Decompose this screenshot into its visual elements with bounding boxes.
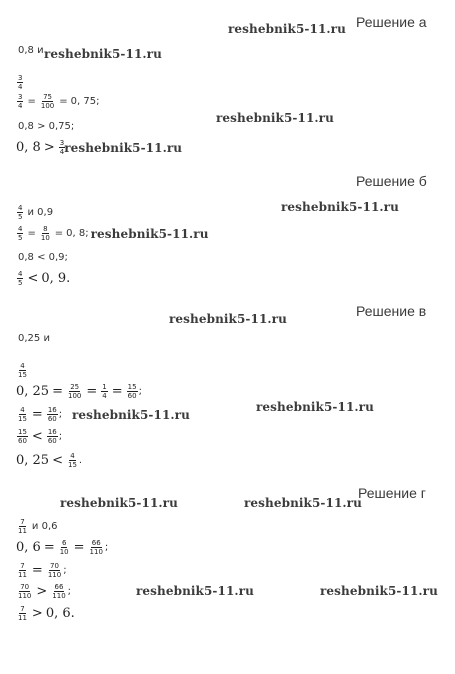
result-line: 0, 8 > $\frac{3}{4}$ reshebnik5-11.ru [16,139,183,156]
fraction: $\frac{3}{4}$ [18,74,23,91]
result-line: 0, 25 < $\frac{4}{15}$ . [16,452,83,469]
result-line: $\frac{4}{5}$ < 0, 9. [18,270,71,287]
result-line: $\frac{7}{11}$ > 0, 6. [18,605,75,622]
watermark: reshebnik5-11.ru [60,496,178,510]
comparison-line: 0,8 > 0,75; [18,121,75,132]
comparison-statement: $\frac{7}{11}$ и 0,6 [18,518,58,535]
conversion-line: $\frac{3}{4}$ = $\frac{75}{100}$ = 0, 75; [18,93,100,110]
watermark: reshebnik5-11.ru [281,200,399,214]
watermark: reshebnik5-11.ru [90,226,209,241]
section-heading-a: Решение а [356,14,427,30]
conversion-line: $\frac{4}{15}$ = $\frac{16}{60}$ ; [18,406,63,423]
comparison-line: $\frac{70}{110}$ > $\frac{66}{110}$ ; [18,583,72,600]
conversion-line: $\frac{4}{5}$ = $\frac{8}{10}$ = 0, 8; reshebnik5-11.ru [18,225,209,242]
comparison-statement: $\frac{4}{5}$ и 0,9 [18,204,54,221]
watermark: reshebnik5-11.ru [136,584,254,598]
comparison-line: 0,8 < 0,9; [18,252,68,263]
watermark: reshebnik5-11.ru [256,400,374,414]
section-heading-d: Решение г [358,485,426,501]
conversion-line: 0, 6 = $\frac{6}{10}$ = $\frac{66}{110}$ ; [16,539,109,556]
watermark: reshebnik5-11.ru [64,140,183,155]
comparison-line: $\frac{15}{60}$ < $\frac{16}{60}$ ; [18,428,63,445]
watermark: reshebnik5-11.ru [169,312,287,326]
watermark: reshebnik5-11.ru [244,496,362,510]
fraction: $\frac{4}{15}$ [18,362,27,379]
watermark: reshebnik5-11.ru [72,408,190,422]
comparison-statement: 0,25 и [18,333,50,344]
comparison-statement: 0,8 и [18,45,44,56]
conversion-line: $\frac{7}{11}$ = $\frac{70}{110}$ ; [18,562,67,579]
conversion-line: 0, 25 = $\frac{25}{100}$ = $\frac{1}{4}$ = $\frac{15}{60}$ ; [16,383,142,400]
watermark: reshebnik5-11.ru [216,111,334,125]
section-heading-c: Решение в [356,303,427,319]
watermark: reshebnik5-11.ru [44,47,162,61]
watermark: reshebnik5-11.ru [228,22,346,36]
watermark: reshebnik5-11.ru [320,584,438,598]
section-heading-b: Решение б [356,173,427,189]
